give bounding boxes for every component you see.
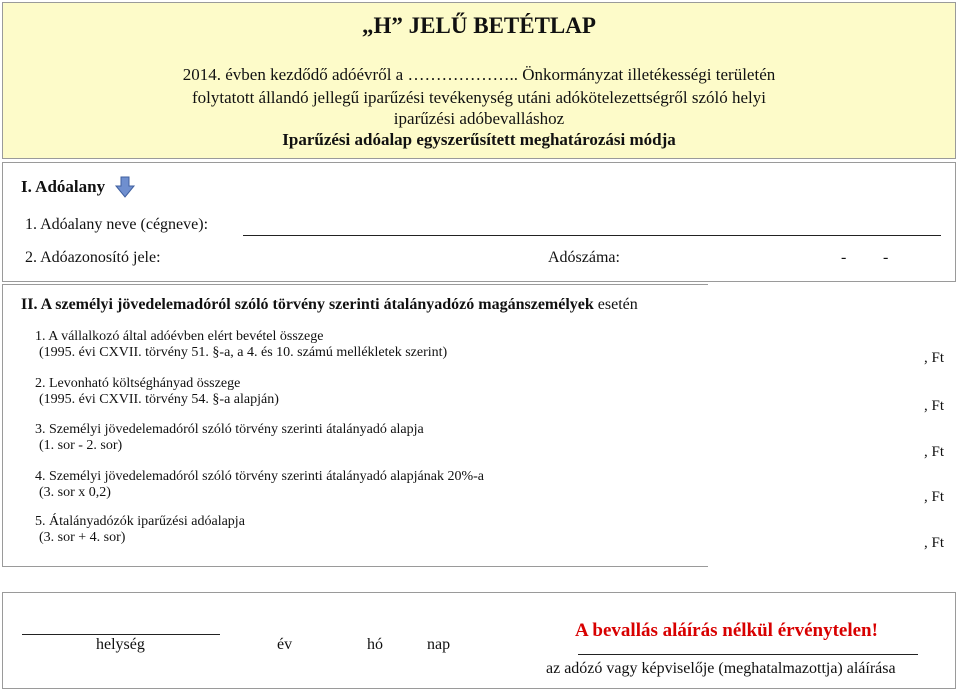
place-label: helység (96, 636, 145, 653)
section-2-title-bold: II. A személyi jövedelemadóról szóló törvény szerinti átalányadózó magánszemélyek (21, 296, 594, 313)
row-2-label: 2. Levonható költséghányad összege (35, 376, 241, 391)
section-adoalany (2, 162, 956, 282)
row-1-label: 1. A vállalkozó által adóévben elért bevétel összege (35, 329, 324, 344)
warning-text: A bevallás aláírás nélkül érvénytelen! (575, 620, 878, 641)
month-label: hó (367, 636, 383, 653)
row-1-note: (1995. évi CXVII. törvény 51. §-a, a 4. és 10. számú mellékletek szerint) (39, 345, 448, 360)
taxpayer-name-label: 1. Adóalany neve (cégneve): (25, 216, 209, 233)
arrow-down-icon (114, 175, 136, 199)
header-line-2: folytatott állandó jellegű iparűzési tevékenység utáni adókötelezettségről szóló helyi (191, 88, 767, 107)
header-line-3: iparűzési adóbevalláshoz (393, 109, 565, 128)
header-panel (2, 2, 956, 159)
tax-number-dash-2: - (883, 249, 889, 266)
section-1-title: I. Adóalany (21, 177, 106, 196)
row-4-unit[interactable]: , Ft (924, 489, 945, 505)
row-3-note: (1. sor - 2. sor) (39, 438, 123, 453)
row-1 (35, 329, 447, 361)
taxpayer-name-field[interactable] (243, 235, 941, 236)
section-atalanyadozo (2, 284, 708, 567)
place-line[interactable] (22, 634, 220, 635)
row-2 (35, 376, 279, 408)
tax-id-label: 2. Adóazonosító jele: (25, 249, 161, 266)
row-2-unit[interactable]: , Ft (924, 398, 945, 414)
year-label: év (277, 636, 293, 653)
row-5 (35, 514, 245, 546)
header-line-1: 2014. évben kezdődő adóévről a ……………….. Önkormányzat illetékességi területén (182, 65, 776, 84)
header-line-4: Iparűzési adóalap egyszerűsített meghatározási módja (282, 130, 676, 149)
tax-number-label: Adószáma: (548, 249, 620, 266)
row-4 (35, 469, 484, 501)
signature-label: az adózó vagy képviselője (meghatalmazottja) aláírása (546, 660, 896, 677)
section-2-title (21, 296, 638, 314)
row-3 (35, 422, 424, 454)
day-label: nap (427, 636, 451, 653)
page-title: „H” JELŰ BETÉTLAP (362, 13, 596, 38)
row-5-label: 5. Átalányadózók iparűzési adóalapja (35, 514, 245, 529)
row-5-note: (3. sor + 4. sor) (39, 530, 126, 545)
row-4-note: (3. sor x 0,2) (39, 485, 111, 500)
row-1-unit[interactable]: , Ft (924, 350, 945, 366)
row-3-unit[interactable]: , Ft (924, 444, 945, 460)
row-3-label: 3. Személyi jövedelemadóról szóló törvény szerinti átalányadó alapja (35, 422, 424, 437)
row-4-label: 4. Személyi jövedelemadóról szóló törvény szerinti átalányadó alapjának 20%-a (35, 469, 485, 484)
signature-line[interactable] (578, 654, 918, 655)
row-2-note: (1995. évi CXVII. törvény 54. §-a alapján) (39, 392, 279, 407)
section-2-title-normal: esetén (593, 296, 638, 313)
tax-number-dash-1: - (841, 249, 847, 266)
row-5-unit[interactable]: , Ft (924, 535, 945, 551)
